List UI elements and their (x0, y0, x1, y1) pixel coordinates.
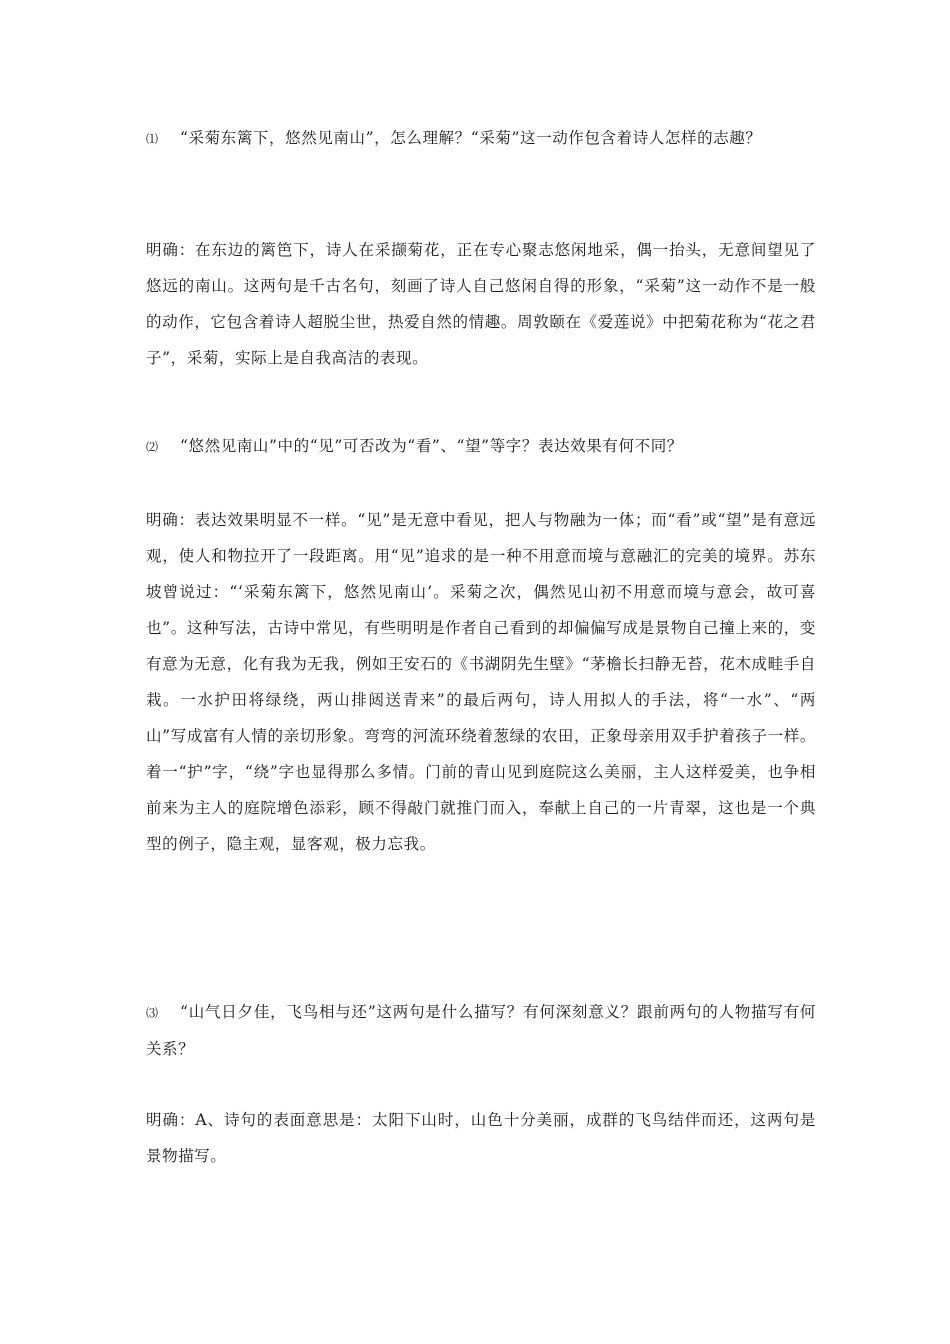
question-3-number: ⑶ (146, 1006, 159, 1020)
answer-2: 明确：表达效果明显不一样。“见”是无意中看见，把人与物融为一体；而“看”或“望”是有意远观，使人和物拉开了一段距离。用“见”追求的是一种不用意而境与意融汇的完美的境界。苏东坡曾说过：“‘采菊东篱下，悠然见南山’。采菊之次，偶然见山初不用意而境与意会，故可喜也”。这种写法，古诗中常见，有些明明是作者自己看到的却偏偏写成是景物自己撞上来的，变有意为无意，化有我为无我，例如王安石的《书湖阴先生壁》“茅檐长扫静无苔，花木成畦手自栽。一水护田将绿绕，两山排闼送青来”的最后两句，诗人用拟人的手法，将“一水”、“两山”写成富有人情的亲切形象。弯弯的河流环绕着葱绿的农田，正象母亲用双手护着孩子一样。着一“护”字，“绕”字也显得那么多情。门前的青山见到庭院这么美丽，主人这样爱美，也争相前来为主人的庭院增色添彩，顾不得敲门就推门而入，奉献上自己的一片青翠，这也是一个典型的例子，隐主观，显客观，极力忘我。 (146, 511, 816, 853)
question-3 (146, 994, 816, 1067)
question-1-text: “采菊东篱下，悠然见南山”，怎么理解？“采菊”这一动作包含着诗人怎样的志趣？ (180, 129, 762, 147)
question-2-text: “悠然见南山”中的“见”可否改为“看”、“望”等字？表达效果有何不同？ (180, 437, 683, 455)
question-2-number: ⑵ (146, 440, 159, 454)
answer-3: 明确：A、诗句的表面意思是：太阳下山时，山色十分美丽，成群的飞鸟结伴而还，这两句是景物描写。 (146, 1111, 816, 1165)
question-3-text: “山气日夕佳，飞鸟相与还”这两句是什么描写？有何深刻意义？跟前两句的人物描写有何关系？ (146, 1003, 816, 1058)
question-1-number: ⑴ (146, 132, 159, 146)
question-1 (146, 120, 816, 157)
answer-1: 明确：在东边的篱笆下，诗人在采撷菊花，正在专心聚志悠闲地采，偶一抬头，无意间望见了悠远的南山。这两句是千古名句，刻画了诗人自己悠闲自得的形象，“采菊”这一动作不是一般的动作，它包含着诗人超脱尘世，热爱自然的情趣。周敦颐在《爱莲说》中把菊花称为“花之君子”，采菊，实际上是自我高洁的表现。 (146, 241, 816, 367)
question-2 (146, 428, 816, 465)
